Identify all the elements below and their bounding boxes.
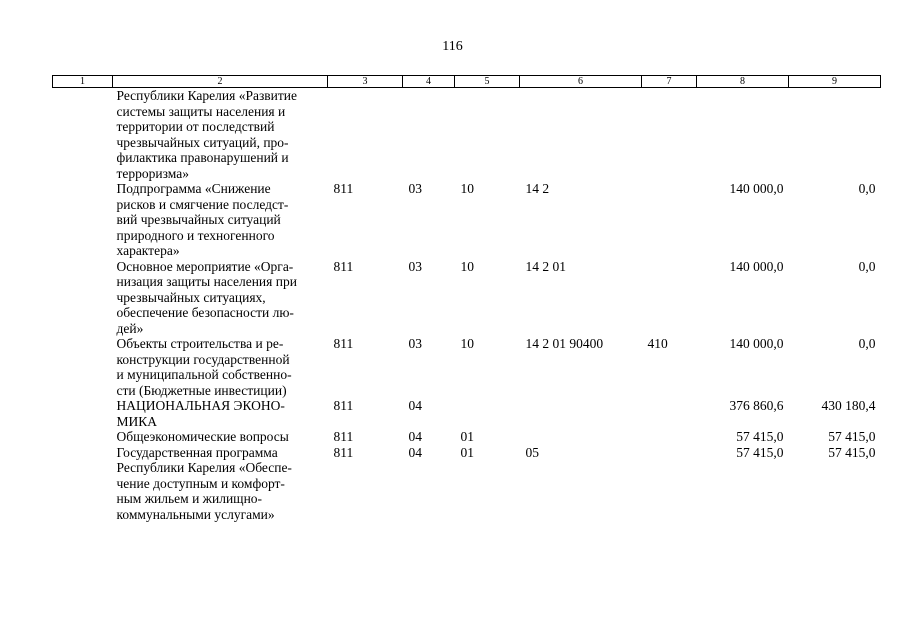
header-col-9: 9 <box>789 76 881 88</box>
header-col-8: 8 <box>697 76 789 88</box>
cell-amount-year-1 <box>697 88 789 182</box>
name-line: Основное мероприятие «Орга- <box>116 258 294 274</box>
cell-target-article <box>520 88 642 182</box>
cell-subsection: 10 <box>460 258 474 274</box>
cell-target-article <box>520 398 642 429</box>
cell-name <box>113 336 328 398</box>
name-line: МИКА <box>116 413 158 429</box>
cell-col-1 <box>53 445 113 523</box>
name-line: коммунальными услугами» <box>116 506 275 522</box>
cell-subsection <box>455 88 520 182</box>
page-number: 116 <box>442 39 463 54</box>
name-line: дей» <box>116 320 144 336</box>
cell-col-1 <box>53 336 113 398</box>
name-line: обеспечение безопасности лю- <box>116 305 294 320</box>
cell-target-article <box>520 429 642 445</box>
cell-section: 04 <box>408 444 422 460</box>
cell-name <box>113 181 328 259</box>
name-line: низация защиты населения при <box>116 274 297 289</box>
table-row <box>53 429 881 445</box>
cell-admin-code: 811 <box>333 258 354 274</box>
header-col-3: 3 <box>328 76 403 88</box>
cell-name <box>113 398 328 429</box>
cell-amount-year-2: 0,0 <box>858 336 876 351</box>
cell-expense-type: 410 <box>647 336 668 351</box>
header-col-2: 2 <box>113 76 328 88</box>
cell-admin-code: 811 <box>333 429 354 444</box>
cell-amount-year-1: 376 860,6 <box>729 398 784 413</box>
cell-amount-year-2: 0,0 <box>858 181 876 196</box>
cell-expense-type <box>642 445 697 523</box>
header-col-6: 6 <box>520 76 642 88</box>
name-line: чрезвычайных ситуациях, <box>116 289 266 305</box>
cell-admin-code: 811 <box>333 444 354 460</box>
cell-amount-year-2: 57 415,0 <box>828 444 876 460</box>
table-row <box>53 181 881 259</box>
cell-section: 04 <box>408 398 422 413</box>
name-line: рисков и смягчение последст- <box>116 196 289 212</box>
cell-name <box>113 259 328 337</box>
cell-amount-year-1: 57 415,0 <box>736 429 784 444</box>
cell-name <box>113 88 328 182</box>
cell-col-1 <box>53 181 113 259</box>
cell-expense-type <box>642 259 697 337</box>
name-line: системы защиты населения и <box>116 103 286 119</box>
table-row <box>53 445 881 523</box>
cell-col-1 <box>53 259 113 337</box>
name-line: чение доступным и комфорт- <box>116 475 285 491</box>
header-col-4: 4 <box>403 76 455 88</box>
name-line: Государственная программа <box>116 444 278 460</box>
budget-table <box>52 75 881 522</box>
cell-section: 03 <box>408 336 422 351</box>
name-line: территории от последствий <box>116 119 275 134</box>
cell-section: 03 <box>408 181 422 196</box>
cell-section: 04 <box>408 429 422 444</box>
name-line: природного и техногенного <box>116 227 275 243</box>
cell-section <box>403 88 455 182</box>
name-line: филактика правонарушений и <box>116 150 289 165</box>
name-line: чрезвычайных ситуаций, про- <box>116 134 289 150</box>
cell-target-article: 05 <box>525 444 539 460</box>
name-line: конструкции государственной <box>116 351 290 367</box>
cell-expense-type <box>642 181 697 259</box>
name-line: Общеэкономические вопросы <box>116 429 289 444</box>
cell-col-1 <box>53 398 113 429</box>
cell-expense-type <box>642 88 697 182</box>
name-line: Республики Карелия «Развитие <box>116 88 298 103</box>
cell-admin-code: 811 <box>333 181 354 196</box>
name-line: характера» <box>116 243 180 258</box>
cell-admin-code: 811 <box>333 336 354 351</box>
cell-admin-code <box>328 88 403 182</box>
cell-target-article: 14 2 01 90400 <box>525 336 604 351</box>
cell-subsection: 10 <box>460 181 474 196</box>
cell-amount-year-1: 140 000,0 <box>729 181 784 196</box>
table-header <box>53 76 881 88</box>
cell-expense-type <box>642 429 697 445</box>
cell-amount-year-2: 430 180,4 <box>821 398 876 413</box>
cell-amount-year-2 <box>789 88 881 182</box>
name-line: Подпрограмма «Снижение <box>116 181 271 196</box>
header-col-5: 5 <box>455 76 520 88</box>
cell-amount-year-1: 140 000,0 <box>729 336 784 351</box>
name-line: Объекты строительства и ре- <box>116 336 284 351</box>
table-row <box>53 259 881 337</box>
name-line: Республики Карелия «Обеспе- <box>116 460 292 475</box>
cell-subsection: 01 <box>460 444 474 460</box>
cell-amount-year-2: 57 415,0 <box>828 429 876 444</box>
cell-col-1 <box>53 429 113 445</box>
cell-amount-year-1: 57 415,0 <box>736 444 784 460</box>
cell-expense-type <box>642 398 697 429</box>
name-line: НАЦИОНАЛЬНАЯ ЭКОНО- <box>116 398 285 413</box>
name-line: ным жильем и жилищно- <box>116 491 263 506</box>
table-row <box>53 88 881 182</box>
cell-subsection <box>455 398 520 429</box>
header-col-1: 1 <box>53 76 113 88</box>
cell-amount-year-1: 140 000,0 <box>729 258 784 274</box>
name-line: вий чрезвычайных ситуаций <box>116 212 281 227</box>
table-row <box>53 398 881 429</box>
table-body <box>53 88 881 523</box>
header-row <box>53 76 881 88</box>
table-row <box>53 336 881 398</box>
name-line: сти (Бюджетные инвестиции) <box>116 382 287 398</box>
cell-section: 03 <box>408 258 422 274</box>
cell-target-article: 14 2 01 <box>525 258 566 274</box>
cell-target-article: 14 2 <box>525 181 550 196</box>
cell-name <box>113 429 328 445</box>
name-line: и муниципальной собственно- <box>116 367 292 382</box>
cell-name <box>113 445 328 523</box>
cell-subsection: 10 <box>460 336 474 351</box>
cell-subsection: 01 <box>460 429 474 444</box>
header-col-7: 7 <box>642 76 697 88</box>
cell-amount-year-2: 0,0 <box>858 258 876 274</box>
cell-admin-code: 811 <box>333 398 354 413</box>
cell-col-1 <box>53 88 113 182</box>
name-line: терроризма» <box>116 165 189 181</box>
